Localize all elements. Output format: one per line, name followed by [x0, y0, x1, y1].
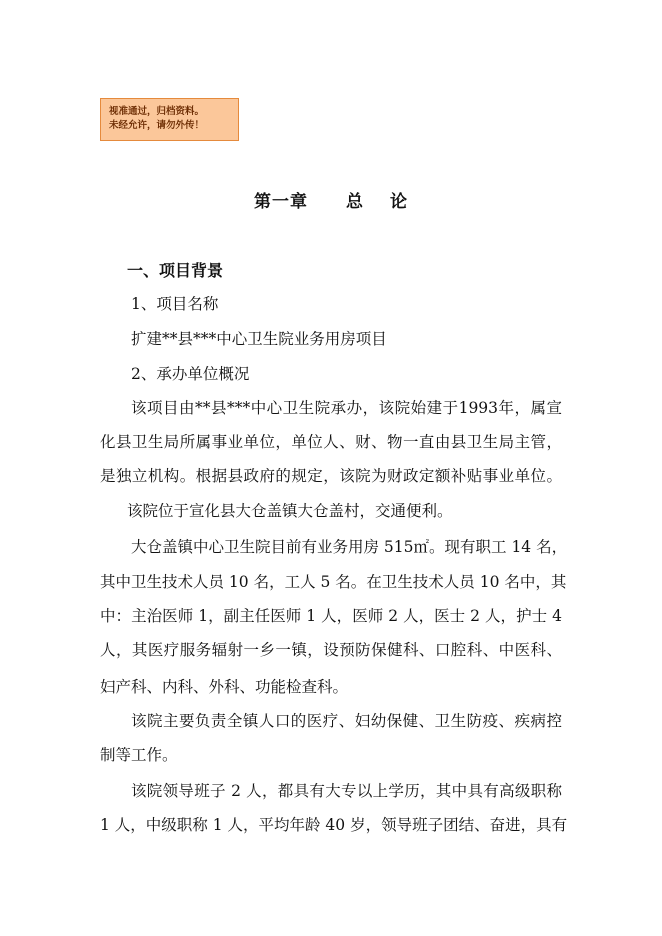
paragraph-line: 该项目由**县***中心卫生院承办，该院始建于1993年，属宣	[131, 399, 562, 417]
section-heading: 一、项目背景	[127, 261, 224, 280]
project-name-text: 扩建**县***中心卫生院业务用房项目	[131, 330, 387, 348]
stamp-line-2: 未经允许，请勿外传！	[109, 120, 205, 131]
chapter-name-2: 论	[390, 192, 408, 212]
paragraph-line: 大仓盖镇中心卫生院目前有业务用房 515㎡。现有职工 14 名，	[131, 538, 568, 556]
chapter-title	[0, 187, 662, 212]
paragraph-line: 该院主要负责全镇人口的医疗、妇幼保健、卫生防疫、疾病控	[131, 712, 562, 730]
chapter-name-1: 总	[346, 192, 364, 212]
paragraph-line: 人，其医疗服务辐射一乡一镇，设预防保健科、口腔科、中医科、	[100, 641, 562, 659]
paragraph-line: 1 人，中级职称 1 人，平均年龄 40 岁，领导班子团结、奋进，具有	[100, 816, 568, 834]
chapter-number: 第一章	[254, 192, 308, 212]
paragraph-line: 其中卫生技术人员 10 名，工人 5 名。在卫生技术人员 10 名中，其	[100, 573, 567, 591]
subsection-project-name: 1、项目名称	[131, 295, 219, 313]
paragraph-line: 制等工作。	[100, 746, 178, 764]
paragraph-line: 化县卫生局所属事业单位，单位人、财、物一直由县卫生局主管，	[100, 433, 562, 451]
paragraph-line: 妇产科、内科、外科、功能检查科。	[100, 678, 349, 696]
stamp-line-1: 视准通过，归档资料。	[109, 106, 205, 117]
confidential-stamp	[100, 98, 239, 141]
paragraph-line: 中：主治医师 1，副主任医师 1 人，医师 2 人，医士 2 人，护士 4	[100, 607, 562, 625]
paragraph-line: 该院领导班子 2 人，都具有大专以上学历，其中具有高级职称	[131, 782, 562, 800]
paragraph-line: 是独立机构。根据县政府的规定，该院为财政定额补贴事业单位。	[100, 467, 562, 485]
subsection-organization: 2、承办单位概况	[131, 365, 250, 383]
paragraph-line: 该院位于宣化县大仓盖镇大仓盖村，交通便利。	[127, 502, 453, 520]
